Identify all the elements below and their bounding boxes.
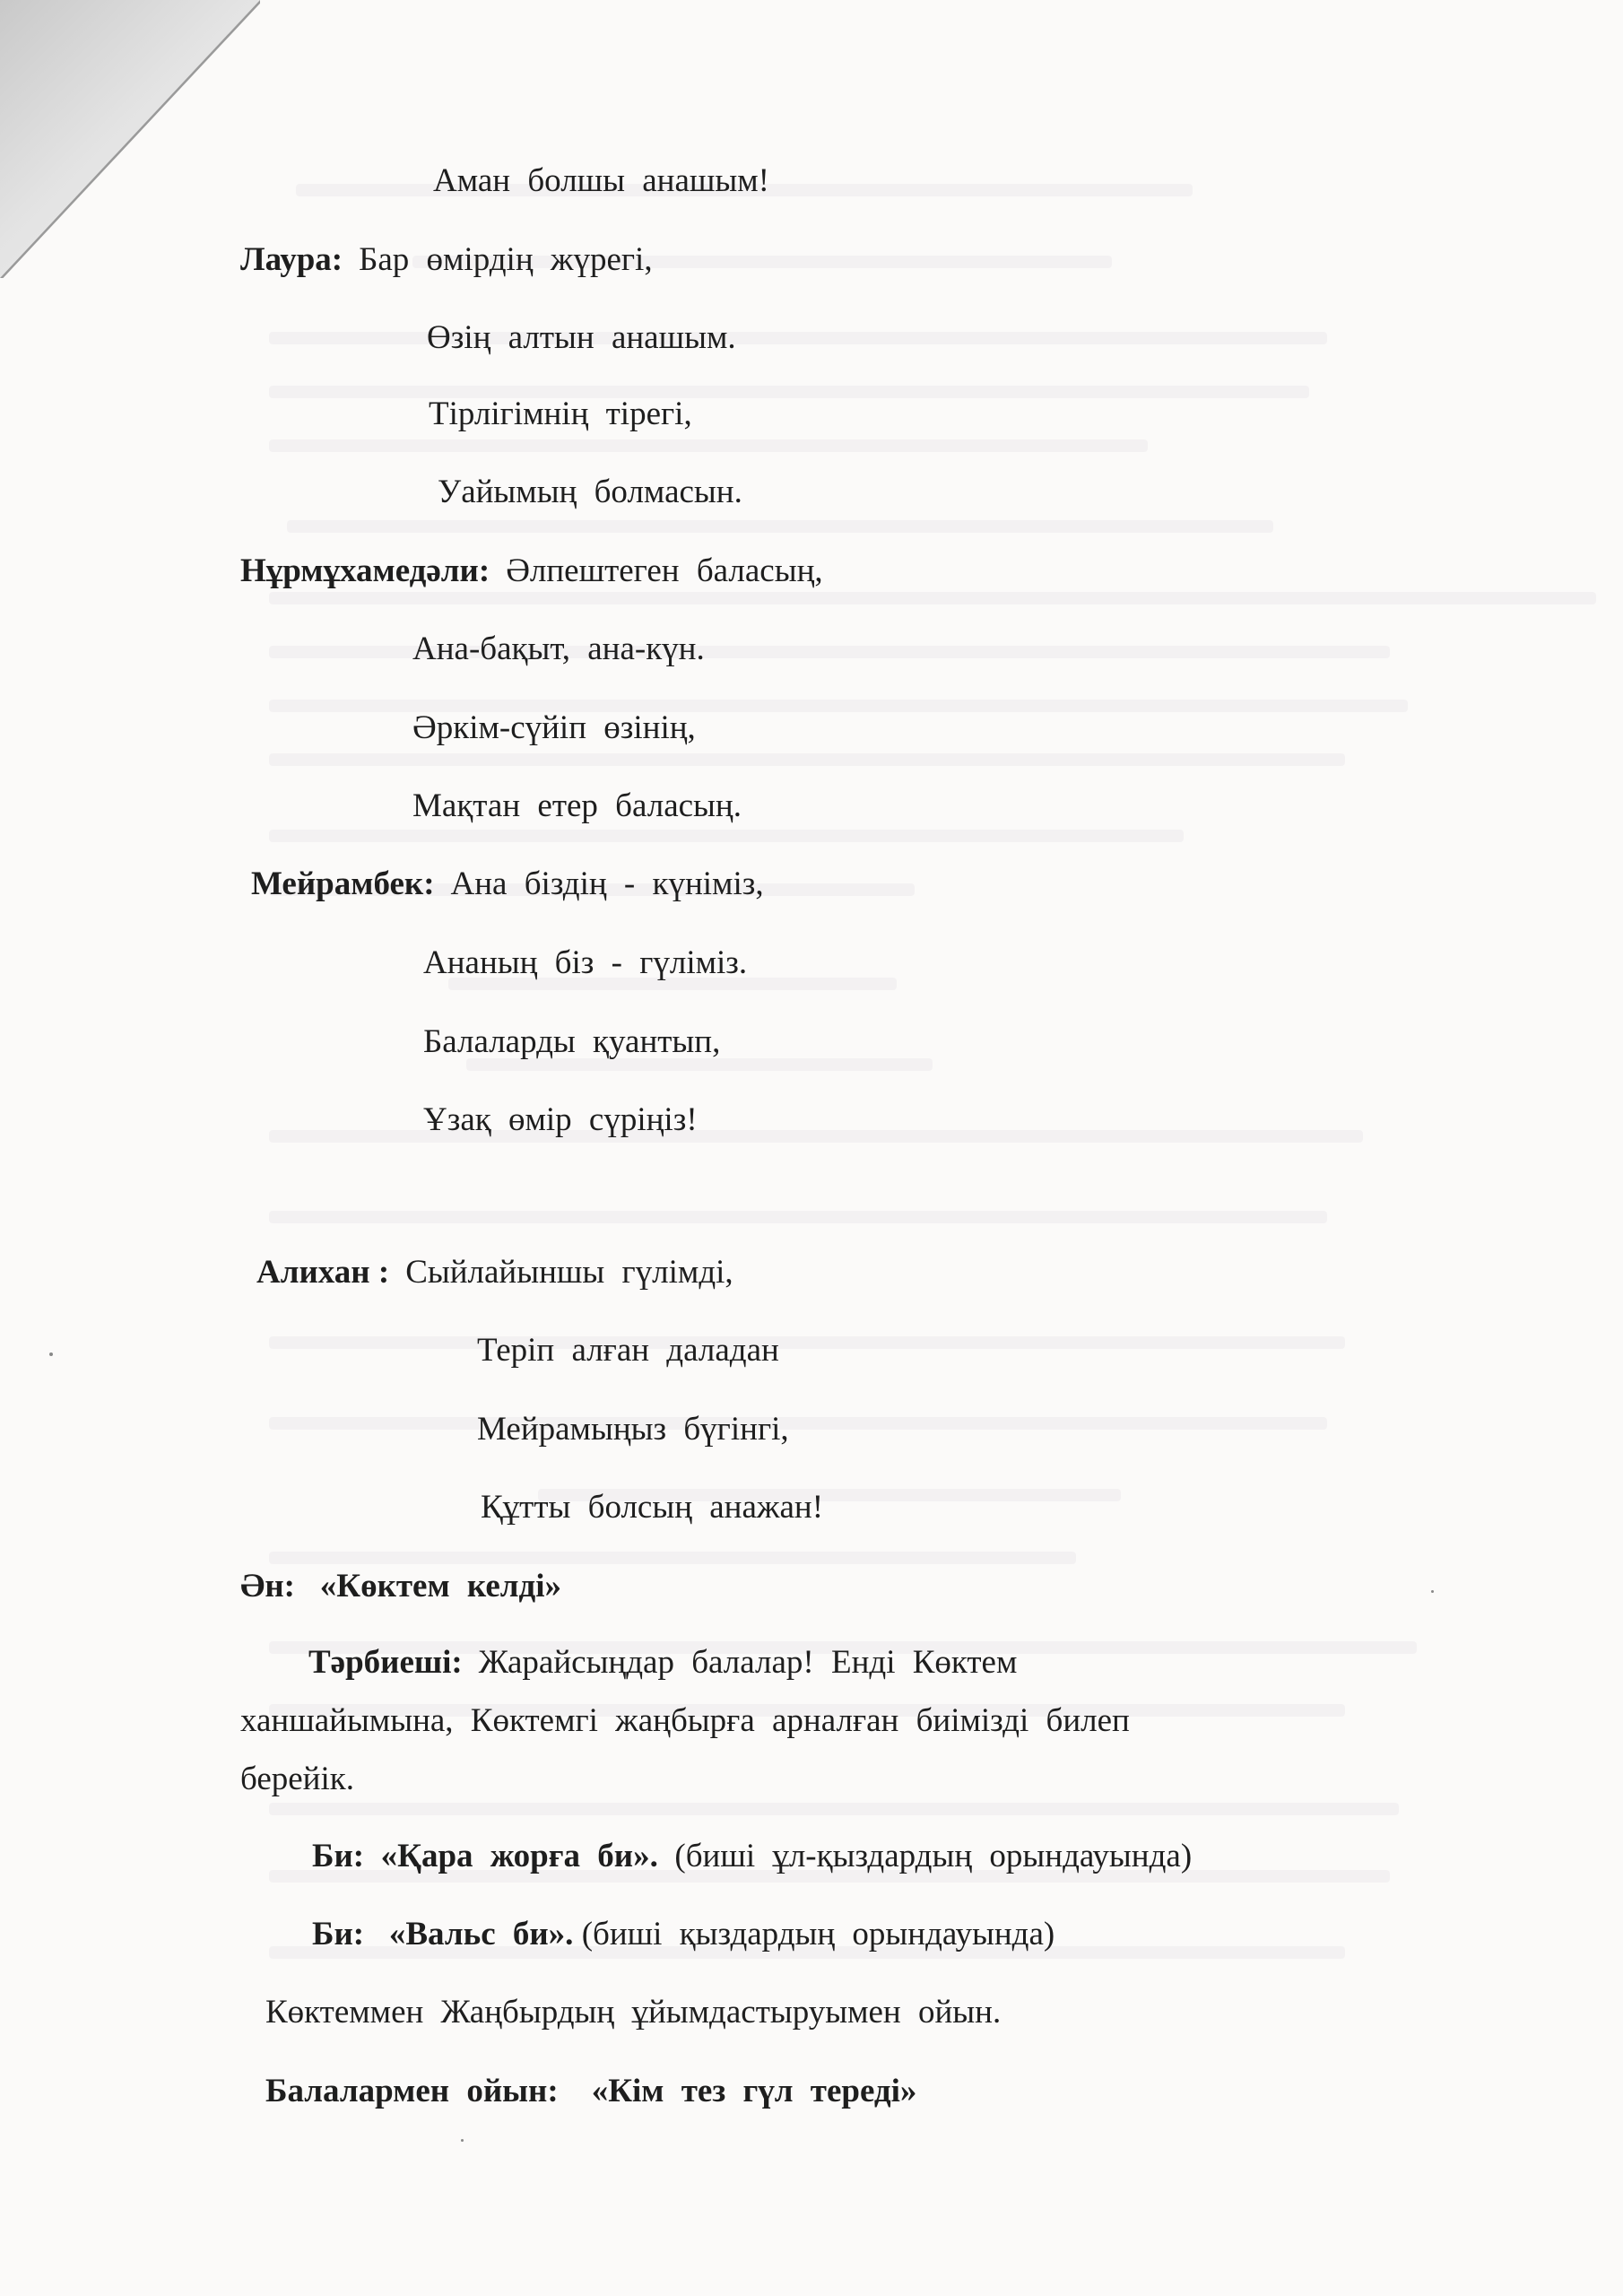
poem-line: Мейрамыңыз бүгінгі,	[477, 1411, 789, 1448]
poem-line: Ананың біз - гүліміз.	[423, 944, 748, 981]
poem-line: Уайымың болмасын.	[438, 474, 742, 510]
paragraph-line: Көктеммен Жаңбырдың ұйымдастыруымен ойын.	[265, 1994, 1002, 2031]
poem-line: Әркім-сүйіп өзінің,	[412, 709, 696, 746]
poem-line: Лаура: Бар өмірдің жүрегі,	[240, 241, 653, 278]
poem-line: Балаларды қуантып,	[423, 1023, 721, 1060]
song-heading	[240, 1567, 561, 1606]
dance-label: Би:	[312, 1916, 365, 1952]
speaker-name: Мейрамбек:	[251, 865, 435, 902]
poem-line: Ана-бақыт, ана-күн.	[412, 631, 705, 667]
paragraph-line: Тәрбиеші: Жарайсыңдар балалар! Енді Көктем	[308, 1644, 1018, 1681]
dance-label: Би:	[312, 1838, 365, 1874]
poem-line: Мақтан етер баласың.	[412, 787, 742, 824]
poem-line: Теріп алған даладан	[477, 1332, 779, 1369]
poem-line: Ұзақ өмір сүріңіз!	[423, 1101, 698, 1138]
poem-line: Аман болшы анашым!	[433, 162, 769, 199]
dance-title: «Вальс би».	[388, 1916, 574, 1952]
poem-line: Алихан : Сыйлайыншы гүлімді,	[256, 1254, 733, 1291]
speaker-name: Алихан :	[256, 1254, 390, 1291]
poem-line: Нұрмұхамедәли: Әлпештеген баласың,	[240, 552, 823, 589]
dance-line	[312, 1915, 1055, 1954]
speaker-name: Тәрбиеші:	[308, 1644, 463, 1681]
paragraph-line: ханшайымына, Көктемгі жаңбырға арналған биімізді билеп	[240, 1702, 1130, 1739]
poem-line: Өзің алтын анашым.	[427, 319, 736, 356]
poem-line: Құтты болсың анажан!	[481, 1489, 824, 1526]
song-label: Ән:	[240, 1568, 295, 1605]
dance-note: (биші қыздардың орындауында)	[581, 1916, 1055, 1952]
game-title: «Кім тез гүл тереді»	[591, 2073, 917, 2109]
speaker-name: Нұрмұхамедәли:	[240, 552, 490, 589]
dance-title: «Қара жорға би».	[380, 1838, 658, 1874]
game-line	[265, 2072, 916, 2111]
game-label: Балалармен ойын:	[265, 2073, 559, 2109]
dance-line	[312, 1837, 1192, 1876]
poem-line: Мейрамбек: Ана біздің - күніміз,	[251, 865, 764, 902]
song-title: «Көктем келді»	[319, 1568, 562, 1605]
paragraph-line: берейік.	[240, 1761, 354, 1797]
poem-line: Тірлігімнің тірегі,	[429, 396, 692, 432]
speaker-name: Лаура:	[240, 241, 343, 278]
dance-note: (биші ұл-қыздардың орындауында)	[674, 1838, 1193, 1874]
